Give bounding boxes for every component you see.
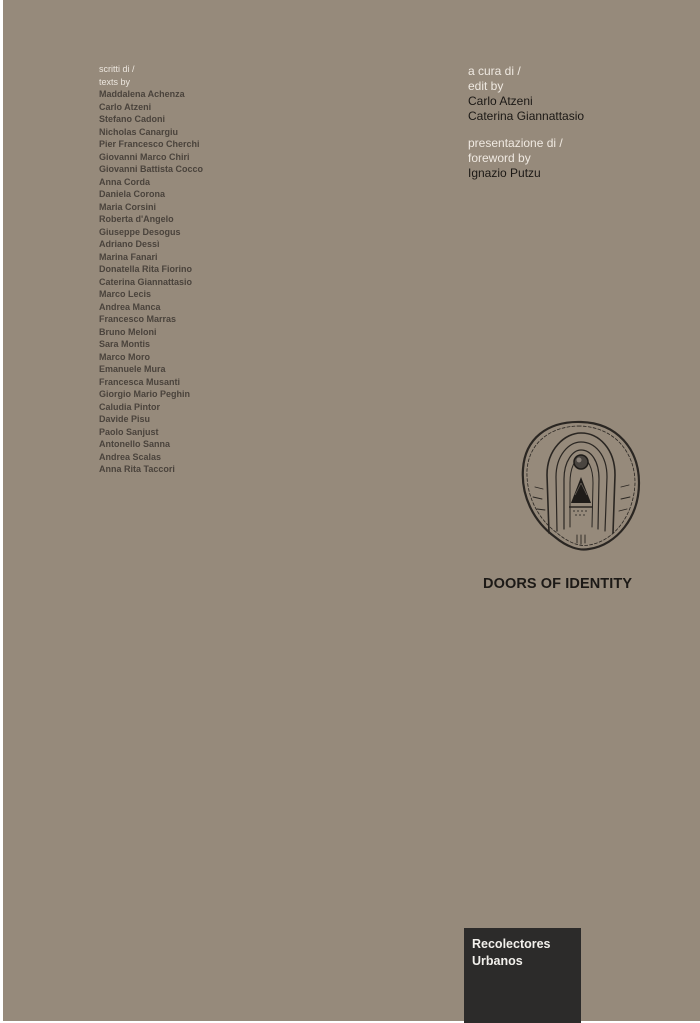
author-name: Maria Corsini (99, 201, 157, 212)
author-name: Francesco Marras (99, 314, 177, 324)
author-name: Roberta d'Angelo (99, 214, 174, 224)
author-name: Stefano Cadoni (99, 114, 166, 124)
author-name: Marco Moro (99, 351, 151, 362)
book-title: DOORS OF IDENTITY (483, 576, 633, 592)
keyhole-doorway-sketch-icon (517, 417, 645, 555)
author-name: Marina Fanari (99, 251, 158, 262)
author-name: Giuseppe Desogus (99, 226, 181, 237)
author-name: Giorgio Mario Peghin (99, 389, 191, 399)
authors-intro-en: texts by (99, 76, 131, 87)
author-name: Marco Lecis (99, 289, 152, 299)
author-name: Maddalena Achenza (99, 89, 185, 99)
author-name: Daniela Corona (99, 189, 166, 199)
author-name: Bruno Meloni (99, 326, 157, 337)
author-name: Giovanni Battista Cocco (99, 164, 204, 174)
author-name: Francesca Musanti (99, 376, 181, 387)
author-name: Adriano Dessì (99, 239, 160, 249)
author-name: Davide Pisu (99, 414, 151, 424)
authors-intro-it: scritti di / (99, 64, 135, 74)
editor-name: Carlo Atzeni (468, 94, 533, 108)
author-name: Emanuele Mura (99, 364, 166, 374)
publisher-name-line-2: Urbanos (472, 954, 523, 968)
author-name: Sara Montis (99, 339, 151, 349)
author-name: Giovanni Marco Chiri (99, 151, 190, 162)
editors-block (468, 64, 584, 181)
book-cover (3, 0, 700, 1021)
author-name: Antonello Sanna (99, 439, 171, 449)
author-name: Anna Corda (99, 176, 151, 187)
foreword-author-name: Ignazio Putzu (468, 166, 541, 180)
foreword-intro-en: foreword by (468, 151, 531, 165)
publisher-name-line-1: Recolectores (472, 937, 551, 951)
author-name: Caterina Giannattasio (99, 276, 193, 287)
author-name: Pier Francesco Cherchi (99, 139, 200, 149)
author-name: Caludia Pintor (99, 401, 161, 412)
publisher-box (464, 928, 581, 1023)
author-name: Paolo Sanjust (99, 426, 159, 437)
foreword-intro-it: presentazione di / (468, 136, 563, 150)
editors-intro-en: edit by (468, 79, 504, 93)
author-name: Donatella Rita Fiorino (99, 264, 193, 274)
author-name: Anna Rita Taccori (99, 464, 175, 474)
editor-name: Caterina Giannattasio (468, 109, 585, 123)
author-name: Andrea Scalas (99, 451, 162, 462)
author-name: Andrea Manca (99, 301, 161, 312)
authors-list (99, 63, 203, 476)
author-name: Carlo Atzeni (99, 101, 152, 112)
editors-intro-it: a cura di / (468, 64, 521, 78)
author-name: Nicholas Canargiu (99, 126, 179, 137)
